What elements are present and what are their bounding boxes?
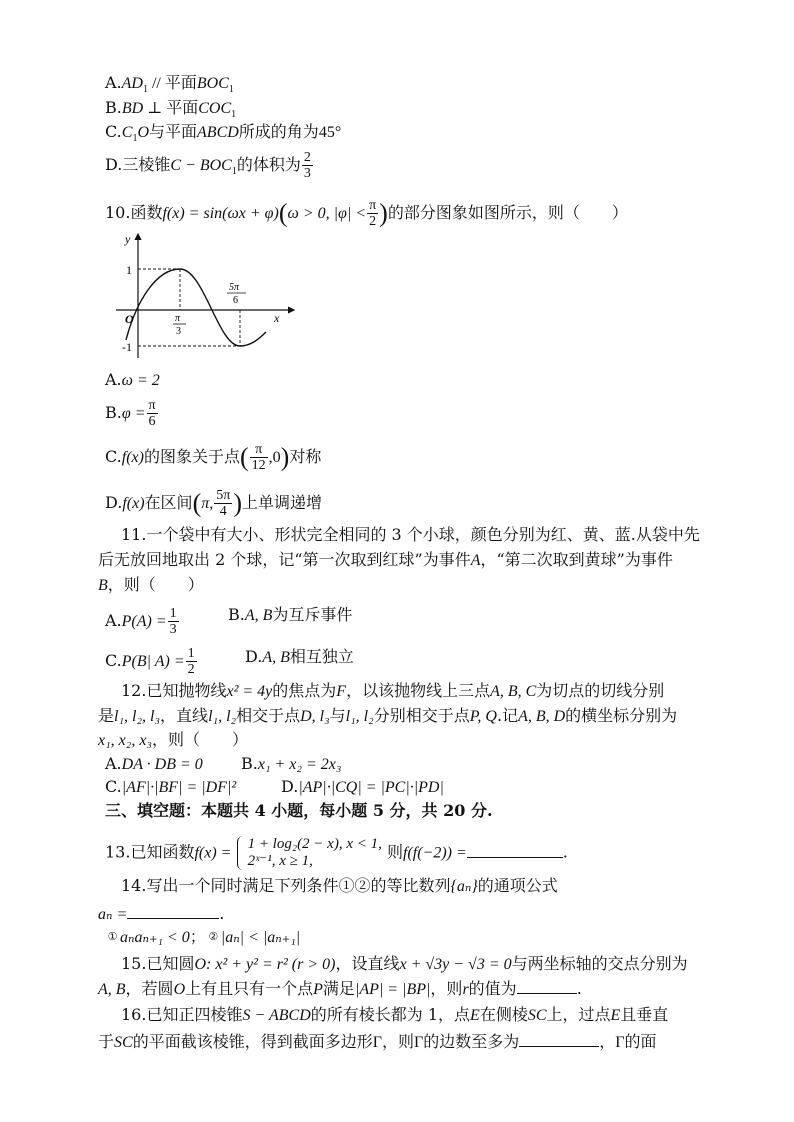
origin-label: O: [125, 312, 134, 326]
q12-stem-line3: x₁, x₂, x₃，则（ ）: [98, 730, 249, 749]
q12-option-b: B.x₁ + x₂ = 2x₃: [241, 754, 342, 773]
circled-one: ①: [107, 931, 118, 943]
sine-graph: [108, 230, 298, 360]
q15-stem-line1: 15.已知圆O: x² + y² = r² (r > 0)，设直线x + √3y − √3 = 0与两坐标轴的交点分别为: [121, 954, 688, 973]
q16-stem-line2: 于SC的平面截该棱锥，得到截面多边形Γ，则Γ的边数至多为 ，Γ的面: [98, 1032, 657, 1051]
q12-stem-line1: 12.已知抛物线x² = 4y的焦点为F，以该抛物线上三点A, B, C为切点的切线分别: [121, 681, 665, 700]
q11-option-a: A.P(A) = $\frac{1}{3}$: [105, 606, 177, 637]
x-label: x: [274, 311, 280, 325]
q13-stem: 13.已知函数f(x) = 1 + log₂(2 − x), x < 1, 2ˣ⁻¹, x ≥ 1, 则f(f(−2)) = .: [105, 836, 568, 869]
fraction: $\frac{\pi}{6}$: [148, 398, 156, 429]
q14-conditions: ① aₙaₙ₊₁ < 0； ② |aₙ| < |aₙ₊₁|: [105, 926, 300, 949]
q11-stem-line2: 后无放回地取出 2 个球，记“第一次取到红球”为事件A，“第二次取到黄球”为事件: [98, 550, 673, 569]
answer-blank: [467, 841, 563, 858]
fraction: $\frac{\pi}{2}$: [369, 198, 377, 229]
q11-stem-line1: 11.一个袋中有大小、形状完全相同的 3 个小球，颜色分别为红、黄、蓝.从袋中先: [121, 525, 700, 544]
q9-option-a: $A.AD_1$ // 平面$BOC_1$: [105, 73, 234, 96]
q14-stem: 14.写出一个同时满足下列条件①②的等比数列{aₙ}的通项公式: [121, 876, 558, 895]
q12-option-d: D.|AP|·|CQ| = |PC|·|PD|: [281, 777, 444, 796]
q11-stem-line3: B，则（ ）: [98, 575, 204, 594]
answer-blank: [519, 1030, 599, 1047]
q10-option-d: D.f(x)在区间(π, $\frac{5\pi}{4}$ )上单调递增: [105, 488, 323, 519]
q9-option-c: $C.C_1O$与平面ABCD所成的角为45°: [105, 122, 342, 145]
q9-option-b: B.BD ⊥ 平面$COC_1$: [105, 98, 237, 121]
q10-option-a: A.ω = 2: [105, 370, 160, 389]
fraction: $\frac{2}{3}$: [303, 150, 311, 181]
answer-blank: [517, 977, 577, 994]
piecewise-brace: 1 + log₂(2 − x), x < 1, 2ˣ⁻¹, x ≥ 1,: [237, 836, 382, 870]
q11-option-d: D.A, B相互独立: [245, 647, 354, 666]
sine-curve: [126, 269, 266, 346]
tick1-num: π: [175, 313, 181, 324]
q10-option-c: C.f(x)的图象关于点( $\frac{\pi}{12}$ ,0)对称: [105, 442, 322, 473]
q10-option-b: B.φ = $\frac{\pi}{6}$: [105, 398, 156, 429]
circled-two: ②: [208, 931, 219, 943]
tick2-den: 6: [233, 295, 238, 306]
q10-stem: 10.函数f(x) = sin(ωx + φ)(ω > 0, |φ| < $\frac{\pi}{2}$ )的部分图象如图所示，则（ ）: [105, 198, 628, 229]
fraction: $\frac{5\pi}{4}$: [216, 488, 231, 519]
q16-stem-line1: 16.已知正四棱锥S − ABCD的所有棱长都为 1，点E在侧棱SC上，过点E且垂直: [121, 1005, 669, 1024]
answer-blank: [127, 902, 219, 919]
q9-option-d: D.三棱锥$C - BOC_1$的体积为 $\frac{2}{3}$: [105, 150, 311, 181]
y-max-label: 1: [126, 263, 132, 277]
fraction: $\frac{1}{3}$: [169, 606, 177, 637]
q15-stem-line2: A, B，若圆O上有且只有一个点P满足|AP| = |BP|，则r的值为 .: [98, 979, 582, 998]
tick2-num: 5π: [229, 282, 240, 293]
fraction: $\frac{1}{2}$: [187, 646, 195, 677]
y-min-label: -1: [122, 340, 132, 354]
q14-answer-line: aₙ = .: [98, 904, 225, 923]
q12-option-a: A.DA · DB = 0: [105, 754, 203, 773]
q11-option-b: B.A, B为互斥事件: [228, 605, 353, 624]
q11-option-c: C.P(B| A) = $\frac{1}{2}$: [105, 646, 195, 677]
fraction: $\frac{\pi}{12}$: [251, 442, 266, 473]
q12-option-c: C.|AF|·|BF| = |DF|²: [105, 777, 237, 796]
y-label: y: [125, 232, 131, 246]
section-title: 三、填空题：本题共 4 小题，每小题 5 分，共 20 分.: [105, 801, 493, 820]
tick1-den: 3: [176, 326, 181, 337]
q12-stem-line2: 是l₁, l₂, l₃，直线l₁, l₂相交于点D, l₃与l₁, l₂分别相交于点P, Q.记A, B, D的横坐标分别为: [98, 706, 678, 725]
